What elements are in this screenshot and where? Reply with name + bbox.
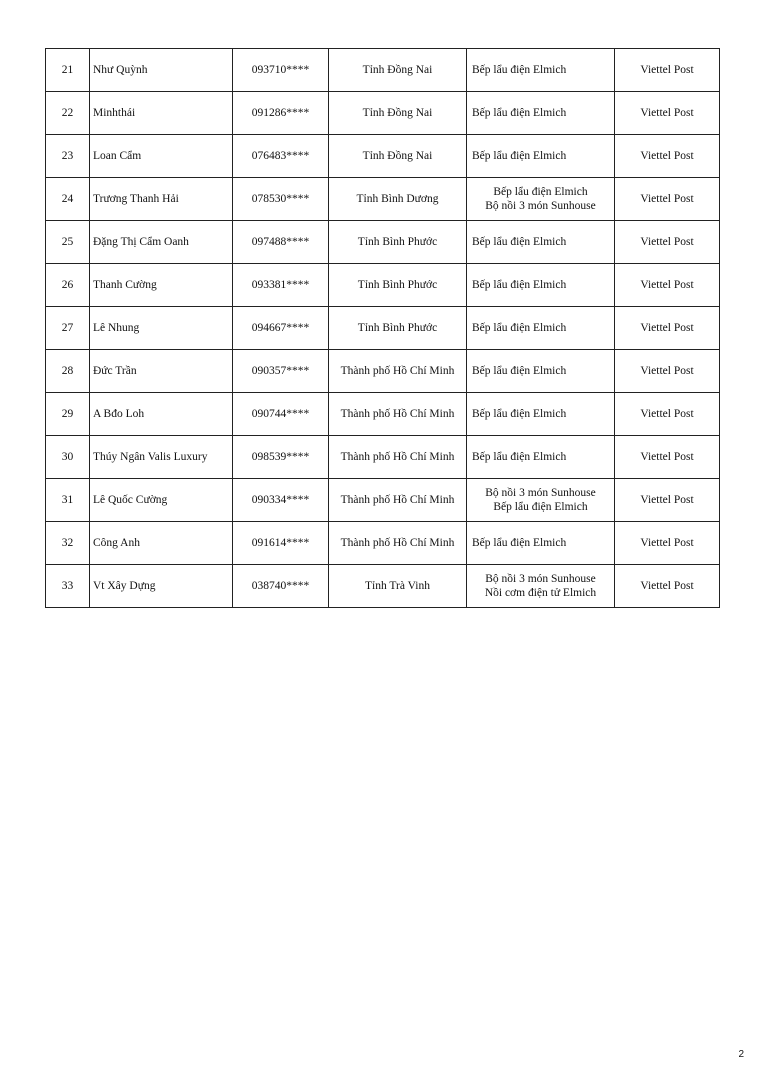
prize-item: Bộ nồi 3 món Sunhouse bbox=[485, 573, 596, 585]
province-cell: Thành phố Hồ Chí Minh bbox=[329, 479, 467, 522]
phone-number-cell: 090744**** bbox=[233, 393, 329, 436]
shipping-carrier-cell: Viettel Post bbox=[615, 264, 720, 307]
prize-item: Bếp lẩu điện Elmich bbox=[472, 236, 567, 248]
shipping-carrier-cell: Viettel Post bbox=[615, 350, 720, 393]
prize-cell bbox=[467, 307, 615, 350]
prize-item: Bếp lẩu điện Elmich bbox=[472, 150, 567, 162]
phone-number-cell: 090357**** bbox=[233, 350, 329, 393]
table-row bbox=[46, 565, 720, 608]
row-number-cell: 30 bbox=[46, 436, 90, 479]
prize-cell bbox=[467, 178, 615, 221]
table-row bbox=[46, 307, 720, 350]
customer-name-cell: Loan Cẩm bbox=[90, 135, 233, 178]
shipping-carrier-cell: Viettel Post bbox=[615, 393, 720, 436]
prize-item: Bộ nồi 3 món Sunhouse bbox=[485, 487, 596, 499]
phone-number-cell: 076483**** bbox=[233, 135, 329, 178]
row-number-cell: 29 bbox=[46, 393, 90, 436]
prize-item: Bếp lẩu điện Elmich bbox=[472, 365, 567, 377]
phone-number-cell: 090334**** bbox=[233, 479, 329, 522]
prize-item: Bếp lẩu điện Elmich bbox=[472, 408, 567, 420]
province-cell: Tỉnh Bình Dương bbox=[329, 178, 467, 221]
shipping-carrier-cell: Viettel Post bbox=[615, 522, 720, 565]
row-number-cell: 33 bbox=[46, 565, 90, 608]
prize-cell bbox=[467, 49, 615, 92]
prize-cell bbox=[467, 264, 615, 307]
row-number-cell: 32 bbox=[46, 522, 90, 565]
province-cell: Tỉnh Đồng Nai bbox=[329, 92, 467, 135]
customer-name-cell: Như Quỳnh bbox=[90, 49, 233, 92]
prize-cell bbox=[467, 436, 615, 479]
row-number-cell: 23 bbox=[46, 135, 90, 178]
province-cell: Thành phố Hồ Chí Minh bbox=[329, 522, 467, 565]
customer-name-cell: Công Anh bbox=[90, 522, 233, 565]
customer-name-cell: Vt Xây Dựng bbox=[90, 565, 233, 608]
province-cell: Thành phố Hồ Chí Minh bbox=[329, 436, 467, 479]
row-number-cell: 22 bbox=[46, 92, 90, 135]
customer-name-cell: A Bđo Loh bbox=[90, 393, 233, 436]
province-cell: Tỉnh Đồng Nai bbox=[329, 49, 467, 92]
row-number-cell: 21 bbox=[46, 49, 90, 92]
phone-number-cell: 093381**** bbox=[233, 264, 329, 307]
prize-cell bbox=[467, 479, 615, 522]
phone-number-cell: 078530**** bbox=[233, 178, 329, 221]
table-row bbox=[46, 49, 720, 92]
table-row bbox=[46, 479, 720, 522]
shipping-carrier-cell: Viettel Post bbox=[615, 135, 720, 178]
prize-cell bbox=[467, 350, 615, 393]
prize-item: Bộ nồi 3 món Sunhouse bbox=[485, 200, 596, 212]
row-number-cell: 31 bbox=[46, 479, 90, 522]
table-row bbox=[46, 178, 720, 221]
shipping-carrier-cell: Viettel Post bbox=[615, 92, 720, 135]
page-number: 2 bbox=[738, 1049, 744, 1060]
province-cell: Tỉnh Bình Phước bbox=[329, 264, 467, 307]
phone-number-cell: 094667**** bbox=[233, 307, 329, 350]
phone-number-cell: 098539**** bbox=[233, 436, 329, 479]
province-cell: Tỉnh Bình Phước bbox=[329, 221, 467, 264]
prize-cell bbox=[467, 393, 615, 436]
prize-cell bbox=[467, 135, 615, 178]
customer-name-cell: Thanh Cường bbox=[90, 264, 233, 307]
shipping-carrier-cell: Viettel Post bbox=[615, 565, 720, 608]
province-cell: Thành phố Hồ Chí Minh bbox=[329, 393, 467, 436]
customer-name-cell: Đức Trần bbox=[90, 350, 233, 393]
province-cell: Tỉnh Trà Vinh bbox=[329, 565, 467, 608]
customer-name-cell: Lê Quốc Cường bbox=[90, 479, 233, 522]
table-row bbox=[46, 522, 720, 565]
prize-cell bbox=[467, 522, 615, 565]
phone-number-cell: 038740**** bbox=[233, 565, 329, 608]
row-number-cell: 25 bbox=[46, 221, 90, 264]
customer-name-cell: Trương Thanh Hải bbox=[90, 178, 233, 221]
row-number-cell: 26 bbox=[46, 264, 90, 307]
shipping-carrier-cell: Viettel Post bbox=[615, 49, 720, 92]
prize-cell bbox=[467, 565, 615, 608]
customer-name-cell: Minhthái bbox=[90, 92, 233, 135]
phone-number-cell: 097488**** bbox=[233, 221, 329, 264]
table-row bbox=[46, 350, 720, 393]
province-cell: Tỉnh Bình Phước bbox=[329, 307, 467, 350]
winners-table bbox=[45, 48, 720, 608]
customer-name-cell: Thúy Ngân Valis Luxury bbox=[90, 436, 233, 479]
table-row bbox=[46, 221, 720, 264]
province-cell: Thành phố Hồ Chí Minh bbox=[329, 350, 467, 393]
table-row bbox=[46, 92, 720, 135]
prize-item: Bếp lẩu điện Elmich bbox=[472, 107, 567, 119]
shipping-carrier-cell: Viettel Post bbox=[615, 307, 720, 350]
customer-name-cell: Lê Nhung bbox=[90, 307, 233, 350]
phone-number-cell: 091614**** bbox=[233, 522, 329, 565]
prize-item: Bếp lẩu điện Elmich bbox=[493, 186, 588, 198]
shipping-carrier-cell: Viettel Post bbox=[615, 479, 720, 522]
prize-item: Bếp lẩu điện Elmich bbox=[493, 501, 588, 513]
table-row bbox=[46, 264, 720, 307]
customer-name-cell: Đặng Thị Cẩm Oanh bbox=[90, 221, 233, 264]
prize-item: Bếp lẩu điện Elmich bbox=[472, 537, 567, 549]
row-number-cell: 28 bbox=[46, 350, 90, 393]
table-row bbox=[46, 436, 720, 479]
shipping-carrier-cell: Viettel Post bbox=[615, 436, 720, 479]
winners-table-body bbox=[46, 49, 720, 608]
shipping-carrier-cell: Viettel Post bbox=[615, 178, 720, 221]
province-cell: Tỉnh Đồng Nai bbox=[329, 135, 467, 178]
table-row bbox=[46, 393, 720, 436]
prize-item: Bếp lẩu điện Elmich bbox=[472, 322, 567, 334]
prize-item: Bếp lẩu điện Elmich bbox=[472, 279, 567, 291]
shipping-carrier-cell: Viettel Post bbox=[615, 221, 720, 264]
table-row bbox=[46, 135, 720, 178]
prize-cell bbox=[467, 92, 615, 135]
prize-item: Bếp lẩu điện Elmich bbox=[472, 451, 567, 463]
row-number-cell: 27 bbox=[46, 307, 90, 350]
prize-cell bbox=[467, 221, 615, 264]
phone-number-cell: 093710**** bbox=[233, 49, 329, 92]
phone-number-cell: 091286**** bbox=[233, 92, 329, 135]
prize-item: Bếp lẩu điện Elmich bbox=[472, 64, 567, 76]
row-number-cell: 24 bbox=[46, 178, 90, 221]
prize-item: Nồi cơm điện tử Elmich bbox=[484, 587, 597, 599]
